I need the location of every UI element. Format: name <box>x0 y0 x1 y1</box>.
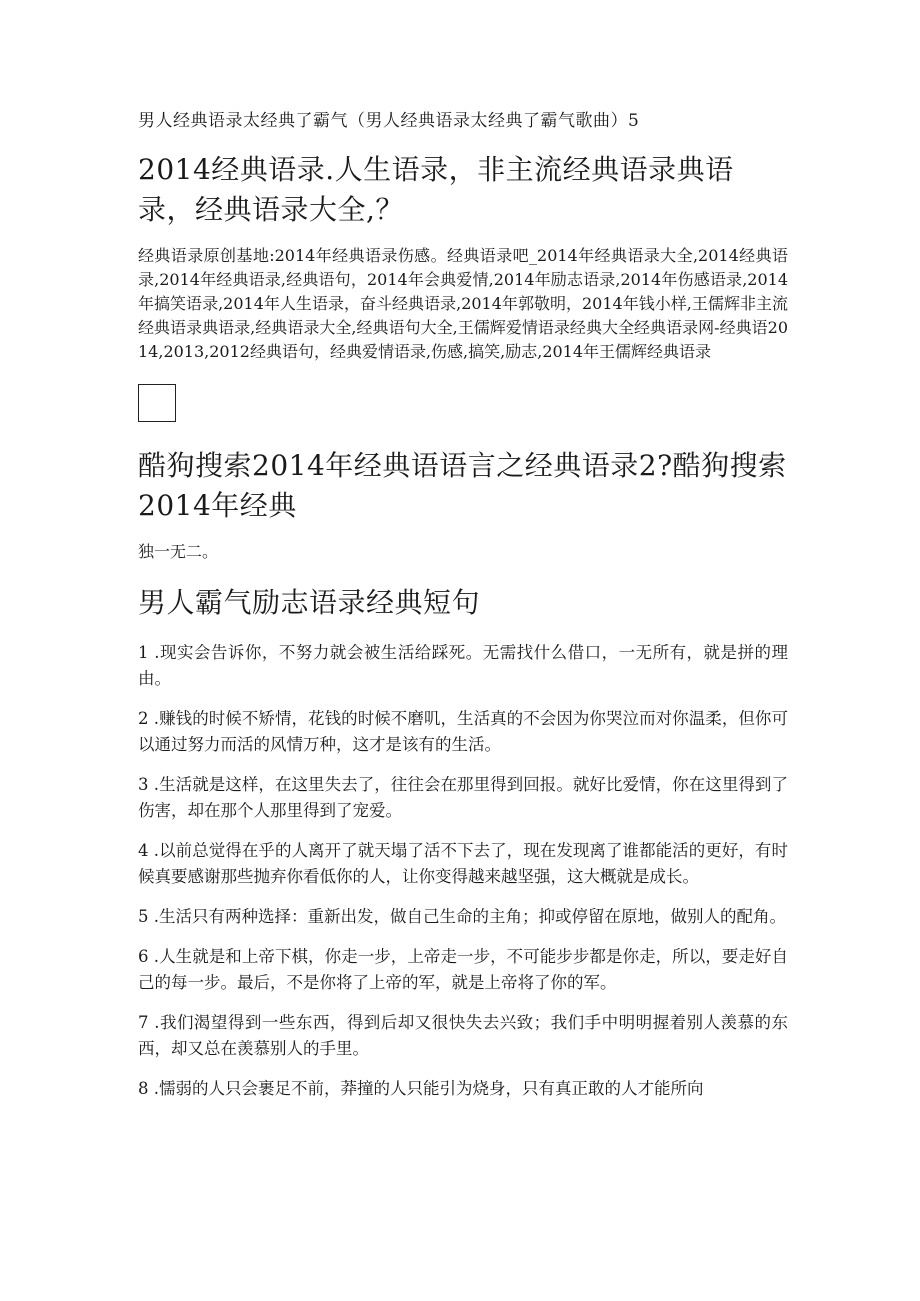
quote-list <box>138 640 788 1102</box>
list-item: 4 .以前总觉得在乎的人离开了就天塌了活不下去了，现在发现离了谁都能活的更好，有时候真要感谢那些抛弃你看低你的人，让你变得越来越坚强，这大概就是成长。 <box>138 841 788 886</box>
list-item: 7 .我们渴望得到一些东西，得到后却又很快失去兴致；我们手中明明握着别人羡慕的东西，却又总在羡慕别人的手里。 <box>138 1013 788 1058</box>
document-content <box>138 108 788 1116</box>
list-item: 5 .生活只有两种选择：重新出发，做自己生命的主角；抑或停留在原地，做别人的配角。 <box>138 907 786 926</box>
list-item: 8 .懦弱的人只会裹足不前，莽撞的人只能引为烧身，只有真正敢的人才能所向 <box>138 1079 704 1098</box>
paragraph-quotes-sources: 经典语录原创基地:2014年经典语录伤感。经典语录吧_2014年经典语录大全,2014经典语录,2014年经典语录,经典语句，2014年会典爱情,2014年励志语录,2014年伤感语录,2014年搞笑语录,2014年人生语录，奋斗经典语录,2014年郭敬明，2014年钱小样,王儒辉非主流经典语录典语录,经典语录大全,经典语句大全,王儒辉爱情语录经典大全经典语录网-经典语2014,2013,2012经典语句，经典爱情语录,伤感,搞笑,励志,2014年王儒辉经典语录 <box>138 246 788 361</box>
list-item: 3 .生活就是这样，在这里失去了，往往会在那里得到回报。就好比爱情，你在这里得到了伤害，却在那个人那里得到了宠爱。 <box>138 775 788 820</box>
heading-men-quotes: 男人霸气励志语录经典短句 <box>138 586 481 619</box>
list-item: 6 .人生就是和上帝下棋，你走一步，上帝走一步，不可能步步都是你走，所以，要走好自己的每一步。最后，不是你将了上帝的军，就是上帝将了你的军。 <box>138 947 788 992</box>
document-title: 男人经典语录太经典了霸气（男人经典语录太经典了霸气歌曲）5 <box>138 111 640 131</box>
paragraph-unique: 独一无二。 <box>138 542 219 561</box>
list-item: 2 .赚钱的时候不矫情，花钱的时候不磨叽，生活真的不会因为你哭泣而对你温柔，但你可以通过努力而活的风情万种，这才是该有的生活。 <box>138 709 788 754</box>
heading-classic-quotes: 2014经典语录.人生语录，非主流经典语录典语录，经典语录大全,？ <box>138 153 734 226</box>
list-item: 1 .现实会告诉你，不努力就会被生活给踩死。无需找什么借口，一无所有，就是拼的理由。 <box>138 643 788 688</box>
image-placeholder <box>138 384 176 422</box>
heading-kugou-search: 酷狗搜索2014年经典语语言之经典语录2?酷狗搜索2014年经典 <box>138 449 787 522</box>
